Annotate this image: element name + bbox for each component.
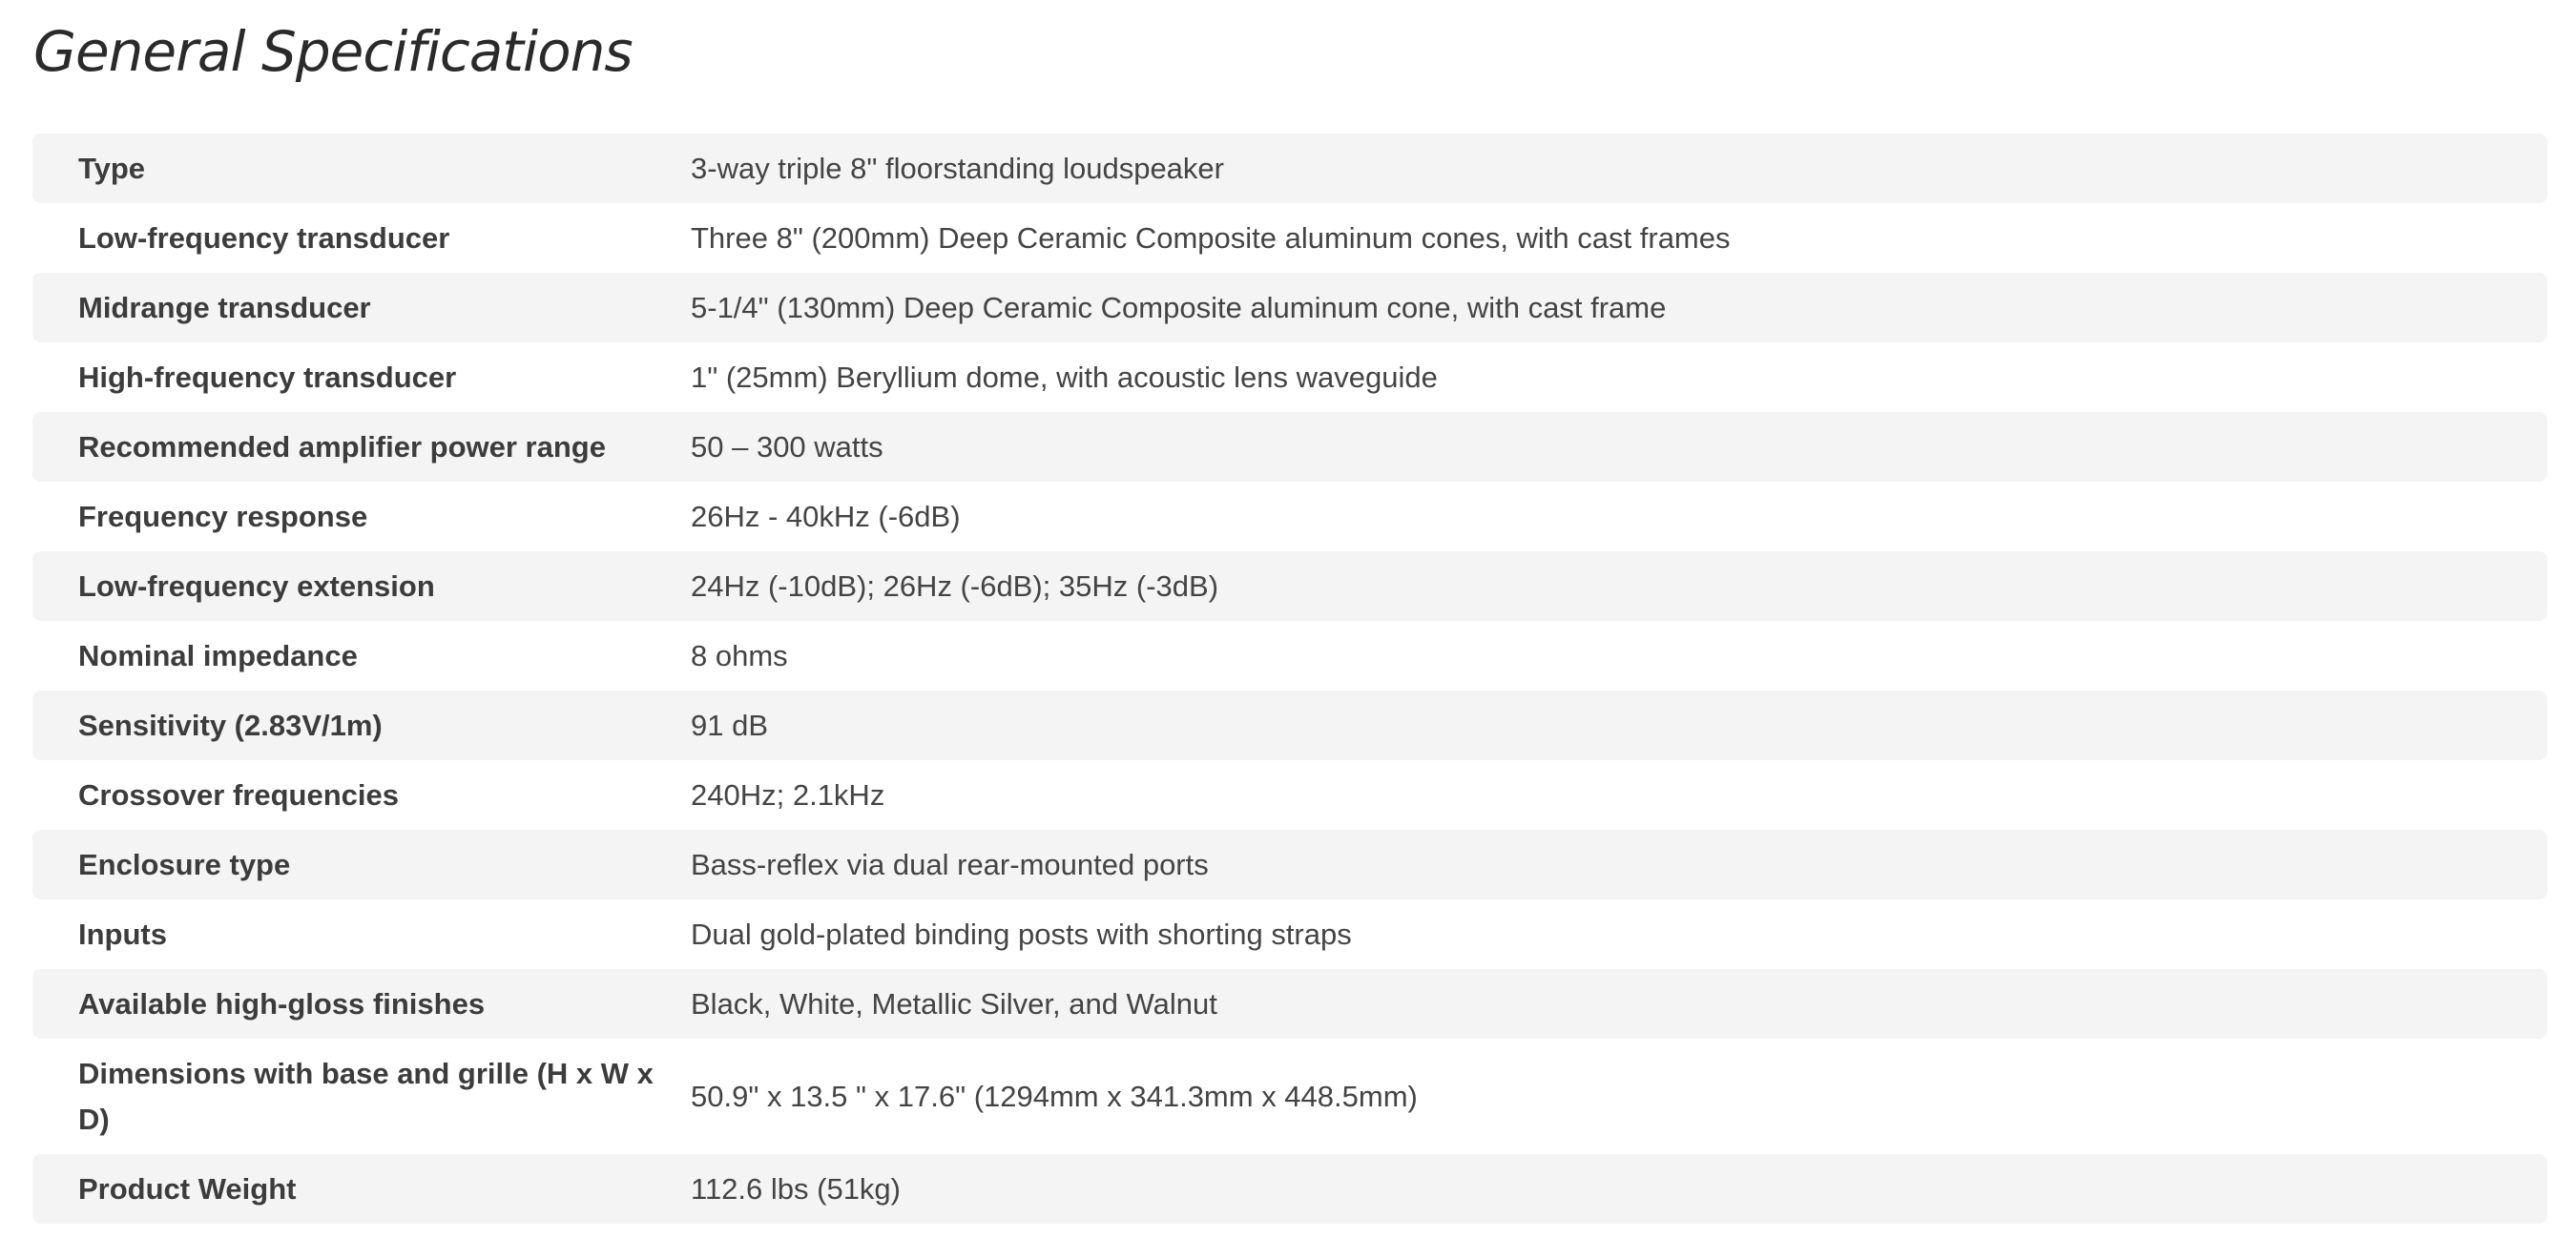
spec-row-dimensions — [32, 1039, 2547, 1154]
spec-label: Low-frequency transducer — [78, 220, 450, 255]
page-title: General Specifications — [33, 19, 633, 84]
spec-label: Nominal impedance — [78, 638, 358, 672]
spec-row-product-weight — [32, 1154, 2547, 1224]
spec-row-high-frequency-transducer — [32, 342, 2547, 412]
spec-value: 1" (25mm) Beryllium dome, with acoustic lens waveguide — [691, 360, 1438, 394]
spec-label: Available high-gloss finishes — [78, 986, 486, 1021]
spec-value: 50.9" x 13.5 " x 17.6" (1294mm x 341.3mm x 448.5mm) — [691, 1079, 1418, 1113]
spec-row-amplifier-power-range — [32, 412, 2547, 482]
spec-value: Bass-reflex via dual rear-mounted ports — [691, 847, 1209, 881]
spec-label: Low-frequency extension — [78, 568, 435, 603]
spec-value: 240Hz; 2.1kHz — [691, 777, 885, 812]
spec-row-crossover-frequencies — [32, 760, 2547, 830]
spec-label: Product Weight — [78, 1171, 297, 1206]
spec-value: 8 ohms — [691, 638, 788, 672]
spec-row-nominal-impedance — [32, 621, 2547, 691]
spec-label: Frequency response — [78, 499, 368, 533]
spec-row-low-frequency-transducer — [32, 203, 2547, 273]
spec-label: Midrange transducer — [78, 290, 371, 324]
spec-row-sensitivity — [32, 691, 2547, 760]
spec-row-inputs — [32, 899, 2547, 969]
spec-row-low-frequency-extension — [32, 551, 2547, 621]
spec-row-enclosure-type — [32, 830, 2547, 899]
spec-value: 91 dB — [691, 708, 769, 742]
specifications-table — [32, 134, 2547, 1224]
spec-row-type — [32, 134, 2547, 203]
spec-value: Dual gold-plated binding posts with shorting straps — [691, 917, 1352, 951]
spec-label: Crossover frequencies — [78, 777, 399, 812]
spec-row-finishes — [32, 969, 2547, 1039]
spec-value: 50 – 300 watts — [691, 429, 883, 464]
spec-label: Type — [78, 151, 146, 185]
spec-value: 26Hz - 40kHz (-6dB) — [691, 499, 961, 533]
spec-value: 24Hz (-10dB); 26Hz (-6dB); 35Hz (-3dB) — [691, 568, 1219, 603]
spec-label: Sensitivity (2.83V/1m) — [78, 708, 383, 742]
spec-row-frequency-response — [32, 482, 2547, 551]
spec-value: Three 8" (200mm) Deep Ceramic Composite aluminum cones, with cast frames — [691, 220, 1731, 255]
spec-value: 112.6 lbs (51kg) — [691, 1171, 901, 1206]
spec-label: Inputs — [78, 917, 167, 951]
spec-value: 3-way triple 8" floorstanding loudspeaker — [691, 151, 1224, 185]
spec-row-midrange-transducer — [32, 273, 2547, 342]
spec-label: High-frequency transducer — [78, 360, 457, 394]
spec-label: Recommended amplifier power range — [78, 429, 606, 464]
spec-label: Dimensions with base and grille (H x W x D) — [78, 1056, 654, 1136]
spec-value: Black, White, Metallic Silver, and Walnut — [691, 986, 1217, 1021]
spec-value: 5-1/4" (130mm) Deep Ceramic Composite aluminum cone, with cast frame — [691, 290, 1667, 324]
spec-label: Enclosure type — [78, 847, 291, 881]
